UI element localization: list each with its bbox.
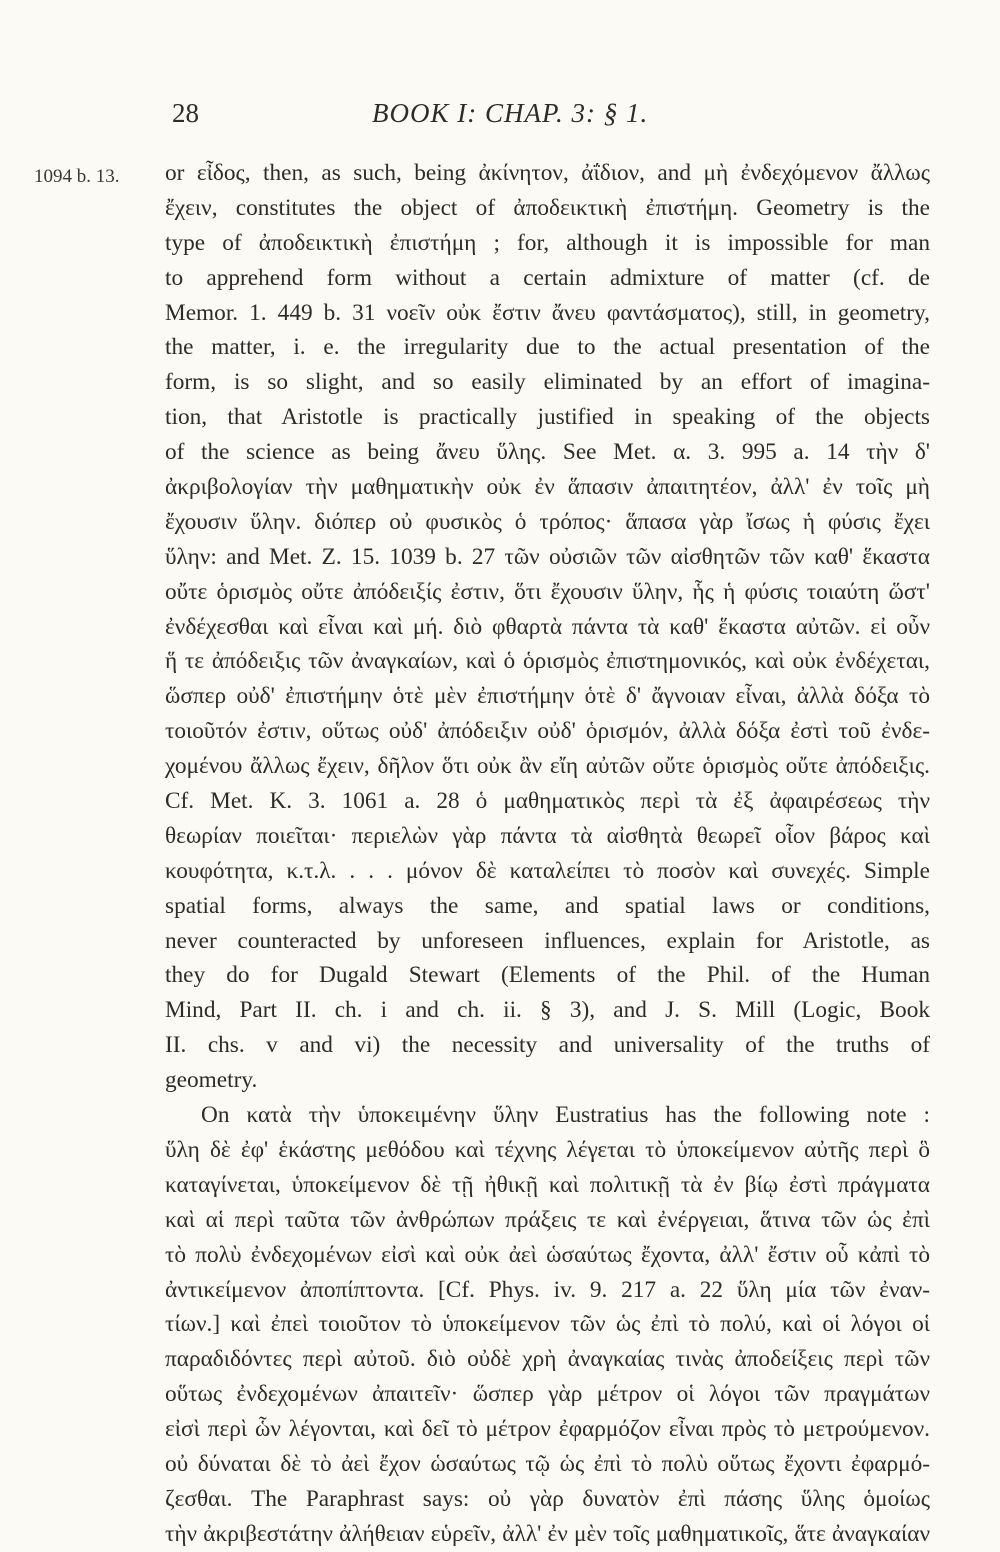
text-line: καταγίνεται, ὑποκείμενον δὲ τῇ ἠθικῇ καὶ πολιτικῇ τὰ ἐν βίῳ ἐστὶ πράγματα (165, 1171, 930, 1198)
margin-reference: 1094 b. 13. (34, 166, 120, 187)
text-line: never counteracted by unforeseen influences, explain for Aristotle, as (165, 927, 930, 954)
text-line: of the science as being ἄνευ ὕλης. See Met. α. 3. 995 a. 14 τὴν δ' (165, 439, 930, 466)
text-line: ὕλην: and Met. Z. 15. 1039 b. 27 τῶν οὐσιῶν τῶν αἰσθητῶν τῶν καθ' ἕκαστα (165, 543, 930, 570)
text-line: ἐνδέχεσθαι καὶ εἶναι καὶ μή. διὸ φθαρτὰ πάντα τὰ καθ' ἕκαστα αὐτῶν. εἰ οὖν (165, 613, 930, 640)
text-line: θεωρίαν ποιεῖται· περιελὼν γὰρ πάντα τὰ αἰσθητὰ θεωρεῖ οἷον βάρος καὶ (165, 822, 930, 849)
text-line: ἀκριβολογίαν τὴν μαθηματικὴν οὐκ ἐν ἅπασιν ἀπαιτητέον, ἀλλ' ἐν τοῖς μὴ (165, 474, 930, 501)
text-line: οὐ δύναται δὲ τὸ ἀεὶ ἔχον ὡσαύτως τῷ ὡς ἐπὶ τὸ πολὺ οὕτως ἔχοντι ἐφαρμό- (165, 1450, 930, 1477)
text-line: they do for Dugald Stewart (Elements of the Phil. of the Human (165, 962, 930, 989)
text-line: τοιοῦτόν ἐστιν, οὕτως οὐδ' ἀπόδειξιν οὐδ' ὁρισμόν, ἀλλὰ δόξα ἐστὶ τοῦ ἐνδε- (165, 718, 930, 745)
page-number: 28 (172, 98, 199, 128)
text-line: Memor. 1. 449 b. 31 νοεῖν οὐκ ἔστιν ἄνευ φαντάσματος), still, in geometry, (165, 299, 930, 326)
page-header (172, 98, 930, 138)
text-line: ἔχουσιν ὕλην. διόπερ οὐ φυσικὸς ὁ τρόπος· ἅπασα γὰρ ἴσως ἡ φύσις ἔχει (165, 508, 930, 535)
text-line: spatial forms, always the same, and spatial laws or conditions, (165, 892, 930, 919)
text-line: ὕλη δὲ ἐφ' ἑκάστης μεθόδου καὶ τέχνης λέγεται τὸ ὑποκείμενον αὐτῆς περὶ ὃ (165, 1136, 930, 1163)
text-line: ζεσθαι. The Paraphrast says: οὐ γὰρ δυνατὸν ἐπὶ πάσης ὕλης ὁμοίως (165, 1485, 930, 1512)
text-line: tion, that Aristotle is practically justified in speaking of the objects (165, 404, 930, 431)
text-line: τὴν ἀκριβεστάτην ἀλήθειαν εὑρεῖν, ἀλλ' ἐν μὲν τοῖς μαθηματικοῖς, ἅτε ἀναγκαίαν (165, 1520, 930, 1547)
text-line: χομένου ἄλλως ἔχειν, δῆλον ὅτι οὐκ ἂν εἴη αὐτῶν οὔτε ὁρισμὸς οὔτε ἀπόδειξις. (165, 753, 930, 780)
text-line: ἥ τε ἀπόδειξις τῶν ἀναγκαίων, καὶ ὁ ὁρισμὸς ἐπιστημονικός, καὶ οὐκ ἐνδέχεται, (165, 648, 930, 675)
text-line: κουφότητα, κ.τ.λ. . . . μόνον δὲ καταλείπει τὸ ποσὸν καὶ συνεχές. Simple (165, 857, 930, 884)
text-line: παραδιδόντες περὶ αὐτοῦ. διὸ οὐδὲ χρὴ ἀναγκαίας τινὰς ἀποδείξεις περὶ τῶν (165, 1346, 930, 1373)
text-line: ἀντικείμενον ἀποπίπτοντα. [Cf. Phys. iv. 9. 217 a. 22 ὕλη μία τῶν ἐναν- (165, 1276, 930, 1303)
text-line: καὶ αἱ περὶ ταῦτα τῶν ἀνθρώπων πράξεις τε καὶ ἐνέργειαι, ἅτινα τῶν ὡς ἐπὶ (165, 1206, 930, 1233)
text-line: II. chs. v and vi) the necessity and universality of the truths of (165, 1032, 930, 1059)
text-line: type of ἀποδεικτικὴ ἐπιστήμη ; for, although it is impossible for man (165, 229, 930, 256)
text-line: form, is so slight, and so easily eliminated by an effort of imagina- (165, 369, 930, 396)
text-line: to apprehend form without a certain admixture of matter (cf. de (165, 264, 930, 291)
text-line: Mind, Part II. ch. i and ch. ii. § 3), and J. S. Mill (Logic, Book (165, 997, 930, 1024)
text-line: τίων.] καὶ ἐπεὶ τοιοῦτον τὸ ὑποκείμενον τῶν ὡς ἐπὶ τὸ πολύ, καὶ οἱ λόγοι οἱ (165, 1311, 930, 1338)
text-line: ὥσπερ οὐδ' ἐπιστήμην ὁτὲ μὲν ἐπιστήμην ὁτὲ δ' ἄγνοιαν εἶναι, ἀλλὰ δόξα τὸ (165, 683, 930, 710)
body-text (165, 156, 930, 1552)
text-line: the matter, i. e. the irregularity due to the actual presentation of the (165, 334, 930, 361)
running-head: BOOK I: CHAP. 3: § 1. (372, 98, 649, 128)
text-line: τὸ πολὺ ἐνδεχομένων εἰσὶ καὶ οὐκ ἀεὶ ὡσαύτως ἔχοντα, ἀλλ' ἔστιν οὗ κἀπὶ τὸ (165, 1241, 930, 1268)
text-line: οὕτως ἐνδεχομένων ἀπαιτεῖν· ὥσπερ γὰρ μέτρον οἱ λόγοι τῶν πραγμάτων (165, 1381, 930, 1408)
text-line: ἔχειν, constitutes the object of ἀποδεικτικὴ ἐπιστήμη. Geometry is the (165, 194, 930, 221)
text-line: or εἶδος, then, as such, being ἀκίνητον, ἀΐδιον, and μὴ ἐνδεχόμενον ἄλλως (165, 160, 930, 186)
text-line: Cf. Met. K. 3. 1061 a. 28 ὁ μαθηματικὸς περὶ τὰ ἐξ ἀφαιρέσεως τὴν (165, 788, 930, 815)
text-line: geometry. (165, 1067, 258, 1094)
text-line: οὔτε ὁρισμὸς οὔτε ἀπόδειξίς ἐστιν, ὅτι ἔχουσιν ὕλην, ἧς ἡ φύσις τοιαύτη ὥστ' (165, 578, 930, 605)
text-line: εἰσὶ περὶ ὧν λέγονται, καὶ δεῖ τὸ μέτρον ἐφαρμόζον εἶναι πρὸς τὸ μετρούμενον. (165, 1416, 930, 1443)
text-line: On κατὰ τὴν ὑποκειμένην ὕλην Eustratius has the following note : (201, 1102, 930, 1129)
